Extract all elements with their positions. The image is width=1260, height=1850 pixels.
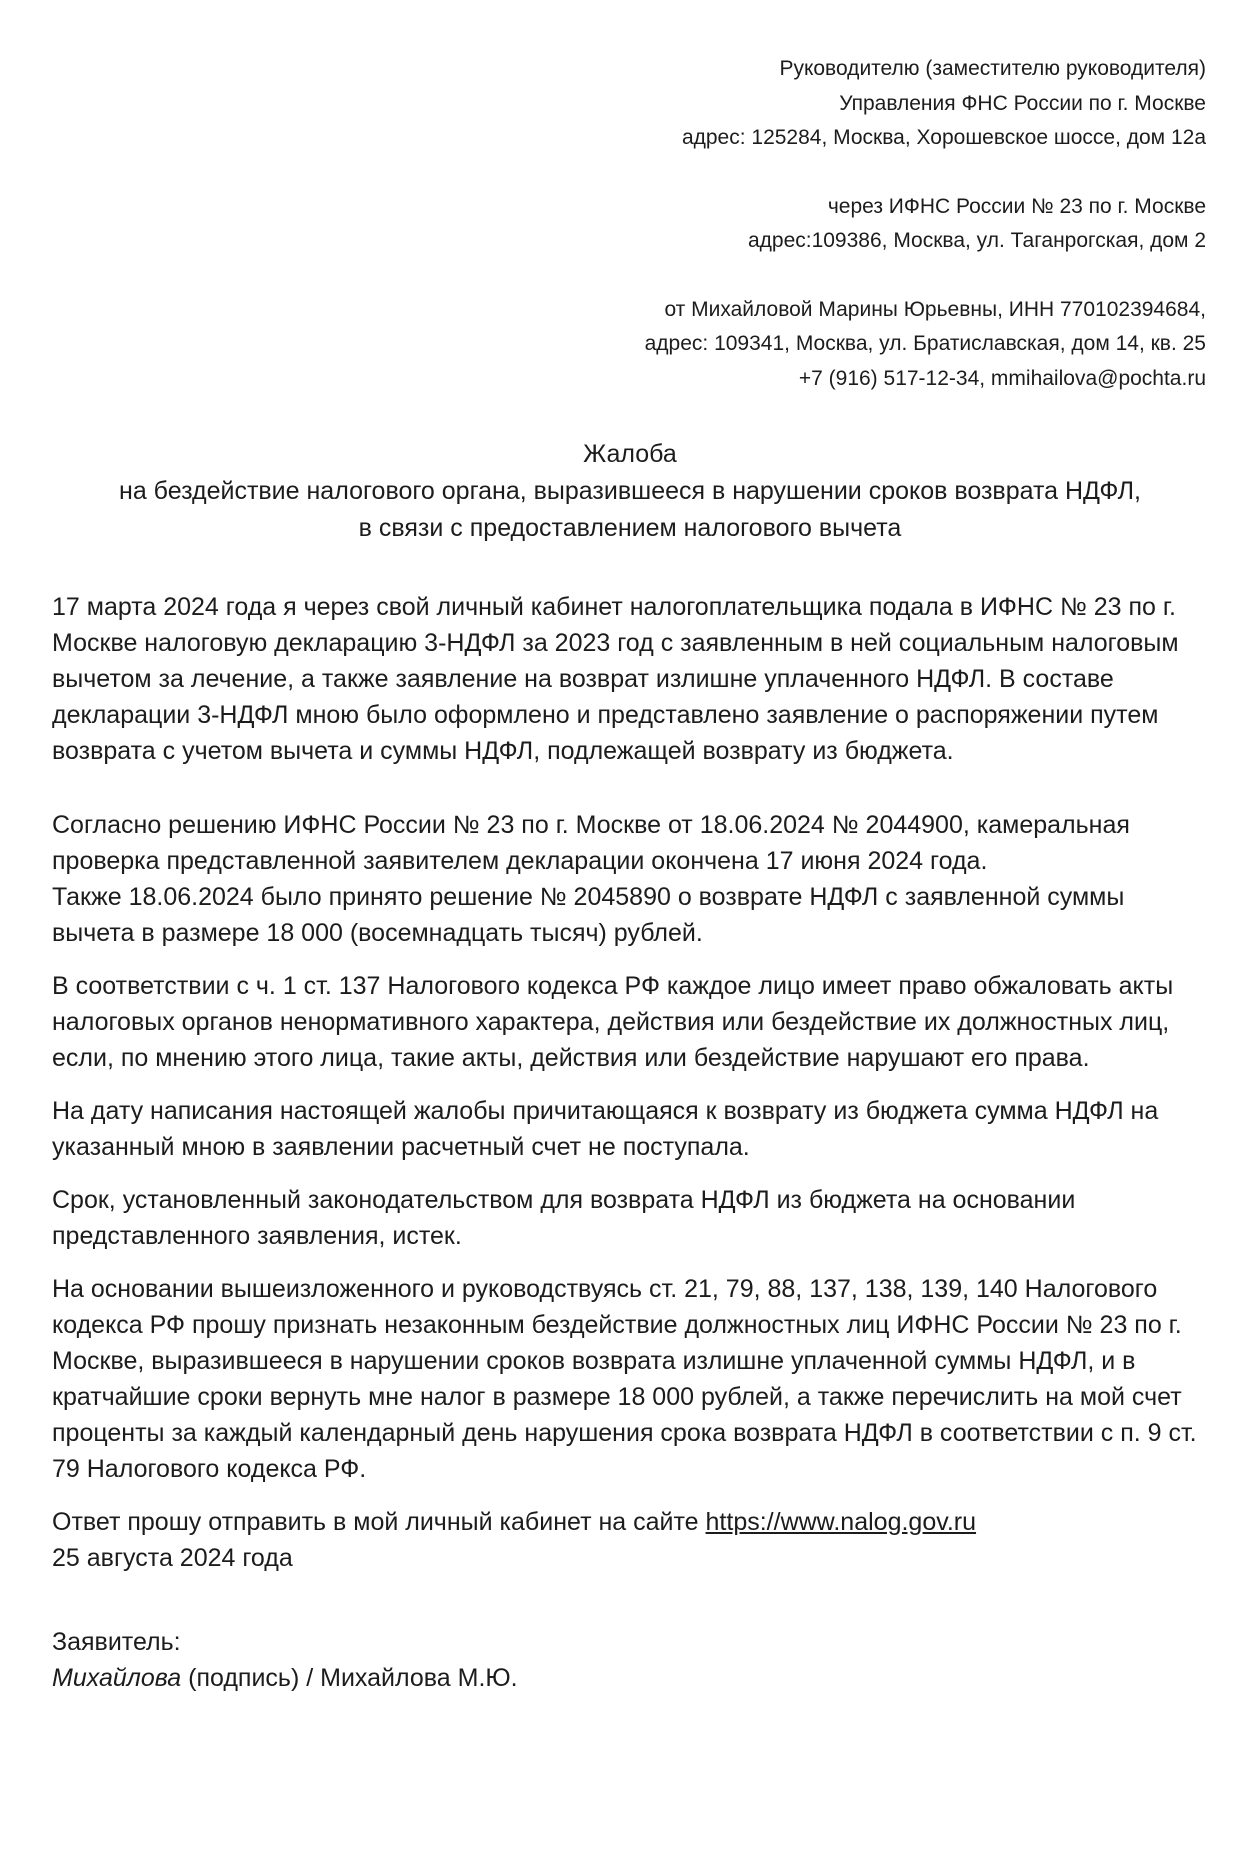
nalog-link[interactable]: https://www.nalog.gov.ru bbox=[705, 1508, 977, 1536]
document-date: 25 августа 2024 года bbox=[52, 1544, 293, 1572]
from-address: адрес: 109341, Москва, ул. Братиславская, дом 14, кв. 25 bbox=[644, 332, 1206, 355]
title-main: Жалоба bbox=[583, 440, 677, 468]
document-body bbox=[52, 589, 1212, 1696]
title-subtitle: в связи с предоставлением налогового вычета bbox=[358, 514, 902, 542]
paragraph: На основании вышеизложенного и руководствуясь ст. 21, 79, 88, 137, 138, 139, 140 Налогового кодекса РФ прошу признать незаконным бездействие должностных лиц ИФНС России № 23 по г. Москве, выразившееся в нарушении сроков возврата излишне уплаченной суммы НДФЛ, и в кратчайшие сроки вернуть мне налог в размере 18 000 рублей, а также перечислить на мой счет проценты за каждый календарный день нарушения срока возврата НДФЛ в соответствии с п. 9 ст. 79 Налогового кодекса РФ. bbox=[52, 1275, 1197, 1483]
from-line: от Михайловой Марины Юрьевны, ИНН 770102394684, bbox=[664, 297, 1206, 321]
paragraph: Также 18.06.2024 было принято решение № 2045890 о возврате НДФЛ с заявленной суммы вычета в размере 18 000 (восемнадцать тысяч) рублей. bbox=[52, 883, 1125, 947]
title-subtitle: на бездействие налогового органа, выразившееся в нарушении сроков возврата НДФЛ, bbox=[119, 477, 1141, 505]
paragraph: 17 марта 2024 года я через свой личный кабинет налогоплательщика подала в ИФНС № 23 по г. Москве налоговую декларацию 3-НДФЛ за 2023 год с заявленным в ней социальным налоговым вычетом за лечение, а также заявление на возврат излишне уплаченного НДФЛ. В составе декларации 3-НДФЛ мною было оформлено и представлено заявление о распоряжении путем возврата с учетом вычета и суммы НДФЛ, подлежащей возврату из бюджета. bbox=[52, 593, 1179, 765]
addressee-line: Управления ФНС России по г. Москве bbox=[839, 91, 1206, 115]
from-contacts: +7 (916) 517-12-34, mmihailova@pochta.ru bbox=[798, 366, 1206, 390]
paragraph: В соответствии с ч. 1 ст. 137 Налогового кодекса РФ каждое лицо имеет право обжаловать акты налоговых органов ненормативного характера, действия или бездействие их должностных лиц, если, по мнению этого лица, такие акты, действия или бездействие нарушают его права. bbox=[52, 972, 1174, 1072]
via-line: через ИФНС России № 23 по г. Москве bbox=[827, 194, 1206, 218]
paragraph: На дату написания настоящей жалобы причитающаяся к возврату из бюджета сумма НДФЛ на указанный мною в заявлении расчетный счет не поступала. bbox=[52, 1097, 1159, 1161]
addressee-address: адрес: 125284, Москва, Хорошевское шоссе, дом 12а bbox=[681, 126, 1206, 149]
paragraph bbox=[52, 1504, 1212, 1540]
signature-label: Заявитель: bbox=[52, 1628, 181, 1656]
signature-line bbox=[52, 1660, 1212, 1696]
via-address: адрес:109386, Москва, ул. Таганрогская, дом 2 bbox=[747, 229, 1206, 252]
reply-text: Ответ прошу отправить в мой личный кабинет на сайте bbox=[52, 1508, 699, 1536]
document-title bbox=[0, 436, 1260, 547]
signature-name: (подпись) / Михайлова М.Ю. bbox=[181, 1664, 518, 1692]
addressee-block bbox=[306, 52, 1206, 396]
paragraph: Срок, установленный законодательством для возврата НДФЛ из бюджета на основании представленного заявления, истек. bbox=[52, 1186, 1076, 1250]
addressee-line: Руководителю (заместителю руководителя) bbox=[779, 57, 1206, 80]
signature-block bbox=[52, 1624, 1212, 1696]
paragraph: Согласно решению ИФНС России № 23 по г. Москве от 18.06.2024 № 2044900, камеральная проверка представленной заявителем декларации окончена 17 июня 2024 года. bbox=[52, 811, 1130, 875]
handwritten-signature: Михайлова bbox=[52, 1664, 182, 1692]
